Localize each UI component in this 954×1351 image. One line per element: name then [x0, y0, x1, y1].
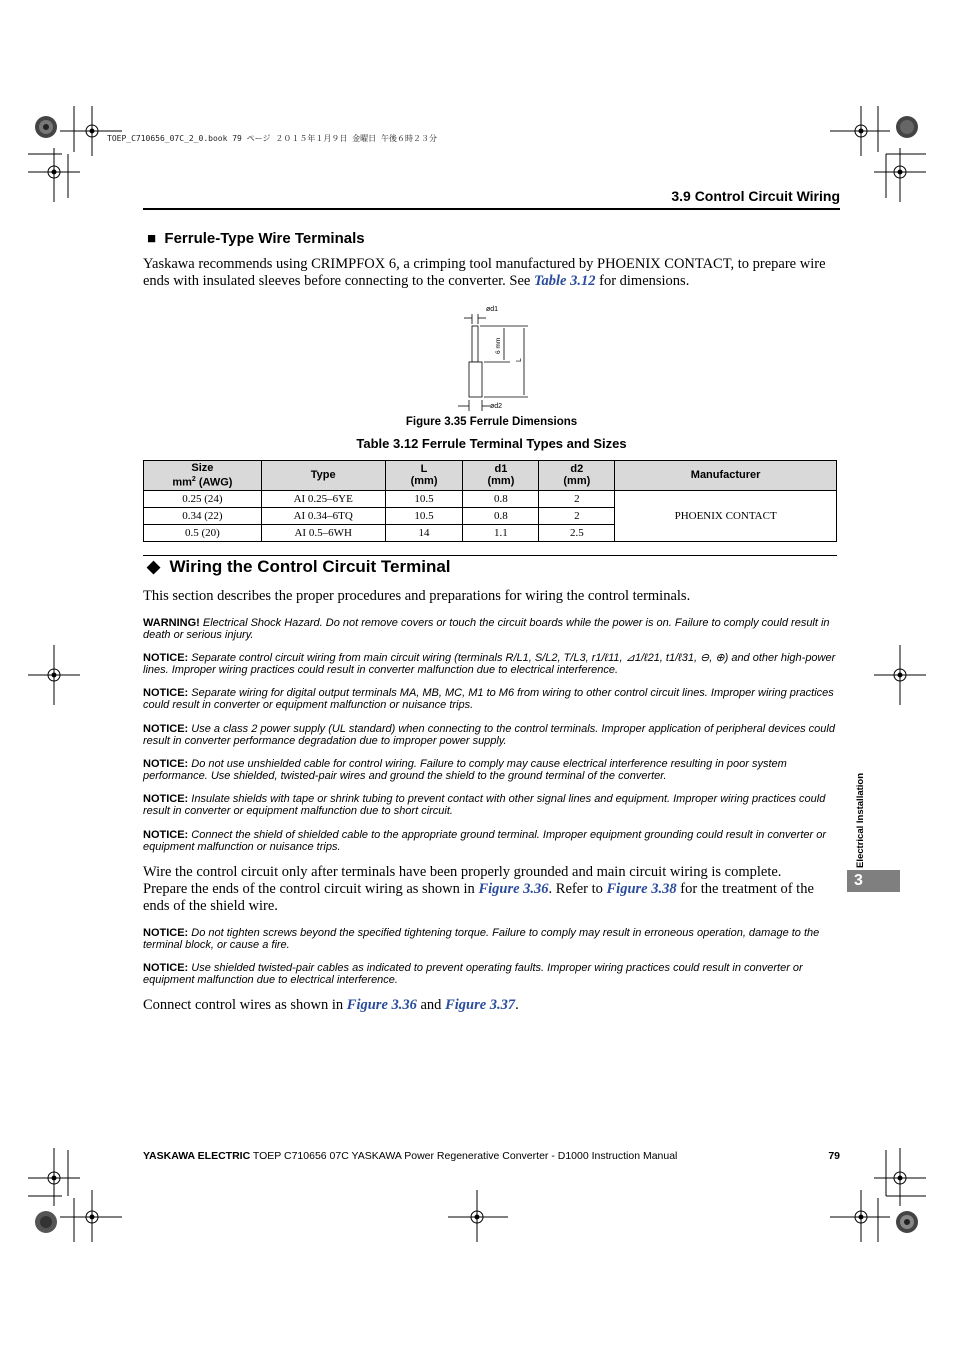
six-mm-label: 6 mm	[495, 337, 502, 354]
header-rule	[143, 208, 840, 210]
wiring-heading	[147, 557, 451, 577]
l-label: L	[516, 358, 523, 362]
diamond-bullet-icon: ◆	[147, 557, 161, 576]
figure-3-38-link[interactable]: Figure 3.38	[606, 881, 677, 897]
table-3-12-link[interactable]: Table 3.12	[533, 273, 596, 289]
d2-label: ød2	[490, 403, 503, 410]
manufacturer-cell: PHOENIX CONTACT	[615, 490, 837, 541]
section-rule	[143, 555, 837, 556]
header-d2: d2 (mm)	[539, 461, 615, 491]
square-bullet-icon: ■	[147, 230, 157, 247]
ferrule-diagram	[450, 300, 540, 415]
table-caption: Table 3.12 Ferrule Terminal Types and Sizes	[356, 436, 627, 451]
footer-text: TOEP C710656 07C YASKAWA Power Regenerative Converter - D1000 Instruction Manual	[250, 1150, 678, 1162]
chapter-tab[interactable]: 3	[847, 870, 900, 892]
connect-paragraph: Connect control wires as shown in Figure 3.36 and Figure 3.37.	[143, 997, 519, 1013]
footer	[143, 1150, 840, 1162]
wiring-intro: This section describes the proper procedures and preparations for wiring the control terminals.	[143, 588, 691, 604]
ferrule-paragraph: Yaskawa recommends using CRIMPFOX 6, a crimping tool manufactured by PHOENIX CONTACT, to prepare wire ends with insulated sleeves before connecting to the converter. See Table 3.12 for dimensions.	[143, 256, 826, 289]
ferrule-table	[143, 460, 837, 542]
header-d1: d1 (mm)	[463, 461, 539, 491]
print-info: TOEP_C710656_07C_2_0.book 79 ページ ２０１５年１月９日 金曜日 午後６時２３分	[107, 134, 437, 143]
notice-power-supply: NOTICE: Use a class 2 power supply (UL standard) when connecting to the control terminals. Improper application of peripheral devices could result in converter performance degradation due to improper power supply.	[143, 723, 835, 747]
figure-3-37-link[interactable]: Figure 3.37	[445, 997, 516, 1013]
footer-brand: YASKAWA ELECTRIC	[143, 1150, 251, 1162]
wiring-title: Wiring the Control Circuit Terminal	[169, 557, 451, 576]
figure-3-36-link[interactable]: Figure 3.36	[346, 997, 417, 1013]
notice-insulate-shields: NOTICE: Insulate shields with tape or shrink tubing to prevent contact with other signal lines and equipment. Improper wiring practices could result in converter or equipment malfunction due to short circuit.	[143, 793, 826, 817]
table-row: 0.25 (24) AI 0.25–6YE 10.5 0.8 2 PHOENIX CONTACT	[144, 490, 837, 507]
wire-paragraph: Wire the control circuit only after terminals have been properly grounded and main circuit wiring is complete. Prepare the ends of the control circuit wiring as shown in Figure 3.36. Refer to Figure 3.38 for the treatment of the ends of the shield wire.	[143, 864, 814, 914]
table-row: 0.5 (20) AI 0.5–6WH 14 1.1 2.5	[144, 524, 837, 541]
header-manufacturer: Manufacturer	[615, 461, 837, 491]
ferrule-heading	[147, 230, 365, 247]
notice-tightening-torque: NOTICE: Do not tighten screws beyond the specified tightening torque. Failure to comply may result in erroneous operation, damage to the terminal block, or cause a fire.	[143, 927, 820, 951]
table-header-row	[144, 461, 837, 491]
figure-caption: Figure 3.35 Ferrule Dimensions	[405, 416, 578, 428]
figure-3-36-link[interactable]: Figure 3.36	[478, 881, 549, 897]
notice-digital-output: NOTICE: Separate wiring for digital output terminals MA, MB, MC, M1 to M6 from wiring to other control circuit lines. Improper wiring practices could result in converter or equipment malfunction or nuisance trips.	[143, 687, 834, 711]
notice-unshielded-cable: NOTICE: Do not use unshielded cable for control wiring. Failure to comply may cause electrical interference resulting in poor system performance. Use shielded, twisted-pair wires and ground the shield to the ground terminal of the converter.	[143, 758, 787, 782]
table-row: 0.34 (22) AI 0.34–6TQ 10.5 0.8 2	[144, 507, 837, 524]
header-size: Size $mm^2$ (AWG)	[144, 461, 262, 491]
warning-electrical-shock: WARNING! Electrical Shock Hazard. Do not remove covers or touch the circuit boards while the power is on. Failure to comply could result in death or serious injury.	[143, 617, 830, 641]
section-header: 3.9 Control Circuit Wiring	[671, 188, 840, 204]
header-l: L (mm)	[385, 461, 463, 491]
notice-twisted-pair: NOTICE: Use shielded twisted-pair cables as indicated to prevent operating faults. Improper wiring practices could result in converter or equipment malfunction due to electrical interference.	[143, 962, 803, 986]
d1-label: ød1	[486, 306, 499, 313]
notice-ground-shield: NOTICE: Connect the shield of shielded cable to the appropriate ground terminal. Improper equipment grounding could result in converter or equipment malfunction or nuisance trips.	[143, 829, 827, 853]
side-tab-label: Electrical Installation	[855, 772, 866, 868]
ferrule-title: Ferrule-Type Wire Terminals	[164, 230, 365, 247]
page-number: 79	[828, 1150, 840, 1162]
header-type: Type	[261, 461, 385, 491]
notice-separate-wiring: NOTICE: Separate control circuit wiring from main circuit wiring (terminals R/L1, S/L2, T/L3, r1/ℓ11, ⊿1/ℓ21, t1/ℓ31, ⊖, ⊕) and other high-power lines. Improper wiring practices could result in converter malfunction due to electrical interference.	[143, 652, 836, 676]
